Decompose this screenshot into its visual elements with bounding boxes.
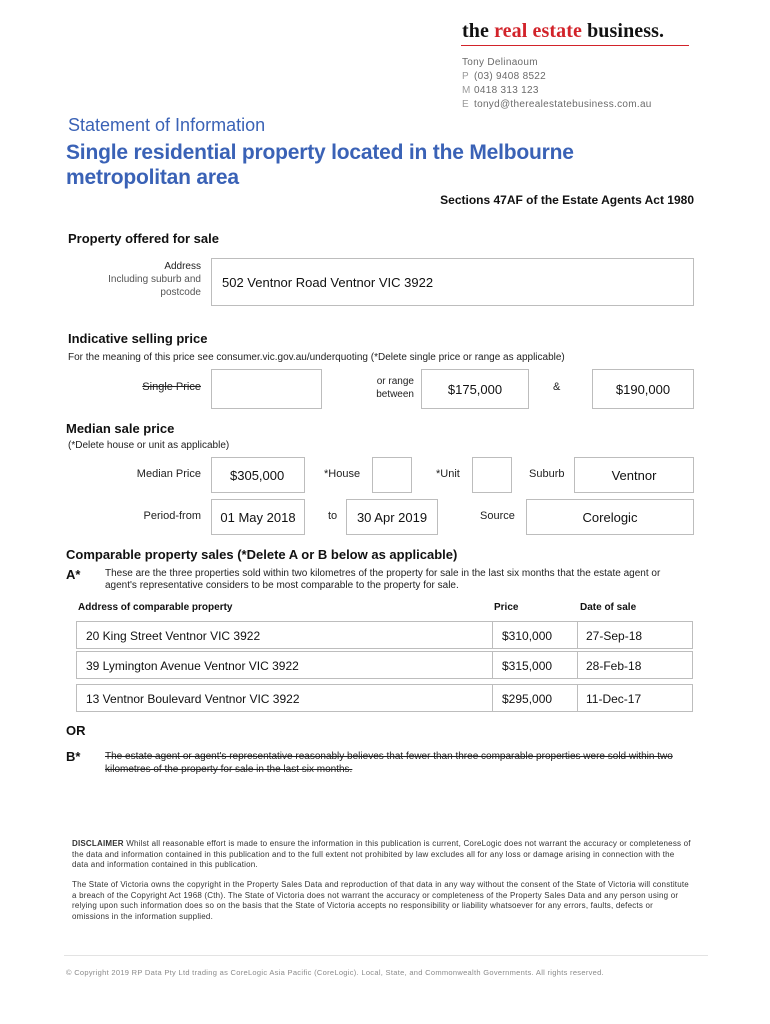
col-address-header: Address of comparable property (78, 602, 233, 613)
cell-divider (492, 622, 493, 648)
period-from-field[interactable] (211, 499, 305, 535)
cell-divider (492, 652, 493, 678)
or-label: OR (66, 723, 86, 738)
single-price-label: Single Price (142, 381, 201, 393)
mobile-value: 0418 313 123 (474, 85, 539, 96)
single-price-field[interactable] (211, 369, 322, 409)
table-row (76, 621, 693, 649)
range-low-field[interactable] (421, 369, 529, 409)
address-sublabel-1: Including suburb and (108, 274, 201, 285)
period-label: Period-from (143, 510, 201, 522)
option-a-text: These are the three properties sold within two kilometres of the property for sale in the last six months that the estate agent or agent's representative considers to be most comparable to the property for sale. (105, 568, 661, 591)
median-price-field[interactable] (211, 457, 305, 493)
logo-text-part3: business. (581, 20, 665, 42)
row-date: 11-Dec-17 (586, 692, 642, 706)
period-to-value: 30 Apr 2019 (356, 509, 428, 525)
row-address: 39 Lymington Avenue Ventnor VIC 3922 (86, 659, 299, 673)
col-price-header: Price (494, 602, 519, 613)
logo-underline (461, 45, 689, 46)
address-field[interactable] (211, 258, 694, 306)
doc-subtitle: Statement of Information (68, 115, 266, 135)
option-a-marker: A* (66, 567, 81, 582)
property-heading: Property offered for sale (68, 231, 219, 246)
range-label-2: between (376, 389, 414, 400)
agent-name: Tony Delinaoum (462, 57, 538, 68)
period-from-value: 01 May 2018 (220, 509, 296, 525)
option-b-marker: B* (66, 749, 81, 764)
range-high-value: $190,000 (615, 381, 671, 397)
address-label-block (70, 260, 201, 299)
source-value: Corelogic (582, 509, 638, 525)
phone-value: (03) 9408 8522 (474, 71, 547, 82)
logo-text-part1: the (462, 20, 495, 42)
address-value: 502 Ventnor Road Ventnor VIC 3922 (222, 274, 434, 290)
median-price-value: $305,000 (230, 467, 285, 483)
row-date: 27-Sep-18 (586, 629, 643, 643)
mobile-key: M (462, 85, 471, 96)
source-field[interactable] (526, 499, 694, 535)
selling-price-heading: Indicative selling price (68, 331, 208, 346)
row-address: 13 Ventnor Boulevard Ventnor VIC 3922 (86, 692, 300, 706)
row-price: $315,000 (502, 659, 553, 673)
median-price-label: Median Price (136, 468, 201, 480)
unit-label: *Unit (436, 468, 460, 480)
unit-checkbox[interactable] (472, 457, 512, 493)
address-label: Address (164, 261, 201, 272)
doc-title: Single residential property located in the Melbourne metropolitan area (66, 141, 574, 189)
disclaimer-paragraph-2: The State of Victoria owns the copyright in the Property Sales Data and reproduction of that data in any way without the consent of the State of Victoria will constitute a breach of the Copyright Act 1968 (Cth). The State of Victoria does not warrant the accuracy or completeness of the Property Sales Data and any person using or relying upon such information does so on the basis that the State of Victoria accepts no responsibility or liability whatsoever for any errors, faults, defects or omissions in the information supplied. (72, 880, 689, 921)
table-row (76, 651, 693, 679)
agent-phone (462, 71, 546, 82)
disclaimer-label: DISCLAIMER (72, 839, 124, 848)
cell-divider (492, 685, 493, 711)
row-price: $295,000 (502, 692, 553, 706)
cell-divider (577, 622, 578, 648)
suburb-field[interactable] (574, 457, 694, 493)
col-date-header: Date of sale (580, 602, 637, 613)
disclaimer-paragraph-1 (72, 839, 692, 871)
comparable-heading: Comparable property sales (*Delete A or B below as applicable) (66, 547, 458, 562)
table-row (76, 684, 693, 712)
email-key: E (462, 99, 469, 110)
option-b-text: The estate agent or agent's representative reasonably believes that fewer than three comparable properties were sold within two kilometres of the property for sale in the last six months. (105, 751, 673, 775)
median-note: (*Delete house or unit as applicable) (68, 440, 230, 451)
phone-key: P (462, 71, 469, 82)
house-label: *House (324, 468, 361, 480)
agent-mobile (462, 85, 539, 96)
median-heading: Median sale price (66, 421, 175, 436)
act-sections: Sections 47AF of the Estate Agents Act 1980 (440, 193, 694, 207)
disclaimer-text-1: Whilst all reasonable effort is made to ensure the information in this publication is current, CoreLogic does not warrant the accuracy or completeness of the data and information contained in this publication and to the full extent not prohibited by law excludes all for any loss or damage arising in connection with the data and information contained in this publication. (72, 839, 691, 869)
cell-divider (577, 685, 578, 711)
range-and: & (553, 381, 561, 393)
row-address: 20 King Street Ventnor VIC 3922 (86, 629, 261, 643)
brand-logo (462, 20, 664, 43)
logo-text-part2: real estate (494, 20, 582, 42)
range-high-field[interactable] (592, 369, 694, 409)
row-price: $310,000 (502, 629, 553, 643)
agent-email (462, 99, 652, 110)
period-to-field[interactable] (346, 499, 438, 535)
cell-divider (577, 652, 578, 678)
range-label (336, 375, 414, 401)
footer-divider (64, 955, 708, 956)
selling-price-note: For the meaning of this price see consumer.vic.gov.au/underquoting (*Delete single price or range as applicable) (68, 352, 565, 363)
row-date: 28-Feb-18 (586, 659, 642, 673)
range-label-1: or range (376, 376, 414, 387)
address-sublabel-2: postcode (160, 287, 201, 298)
to-label: to (328, 510, 338, 522)
footer-copyright: © Copyright 2019 RP Data Pty Ltd trading as CoreLogic Asia Pacific (CoreLogic). Local, State, and Commonwealth Governments. All rights reserved. (66, 968, 604, 977)
email-value: tonyd@therealestatebusiness.com.au (474, 99, 652, 110)
suburb-label: Suburb (529, 468, 565, 480)
source-label: Source (480, 510, 515, 522)
range-low-value: $175,000 (447, 381, 503, 397)
suburb-value: Ventnor (611, 467, 657, 483)
house-checkbox[interactable] (372, 457, 412, 493)
